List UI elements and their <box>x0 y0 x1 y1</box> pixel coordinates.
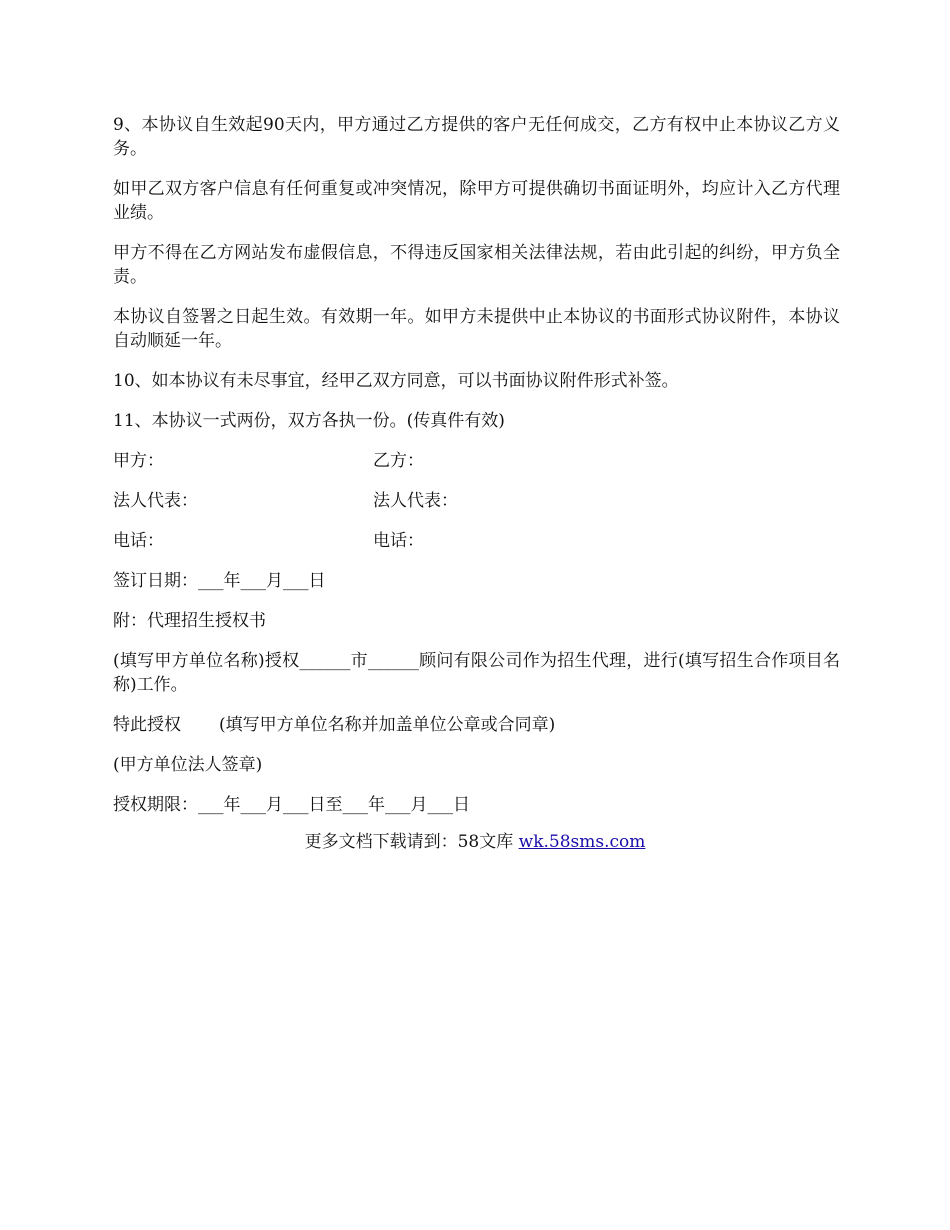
clause-false-info: 甲方不得在乙方网站发布虚假信息，不得违反国家相关法律法规，若由此引起的纠纷，甲方负全责。 <box>113 243 840 287</box>
hereby-label: 特此授权 <box>113 715 181 735</box>
footer-link[interactable]: wk.58sms.com <box>518 832 646 852</box>
clause-9: 9、本协议自生效起90天内，甲方通过乙方提供的客户无任何成交，乙方有权中止本协议乙方义务。 <box>113 115 840 159</box>
clause-effective: 本协议自签署之日起生效。有效期一年。如甲方未提供中止本协议的书面形式协议附件，本协议自动顺延一年。 <box>113 307 840 351</box>
rep-b-label: 法人代表： <box>373 491 458 511</box>
phone-a-label: 电话： <box>113 531 164 551</box>
appendix-title: 附：代理招生授权书 <box>113 611 266 631</box>
sign-date: 签订日期：___年___月___日 <box>113 571 326 591</box>
party-row <box>113 449 840 473</box>
appendix-body: (填写甲方单位名称)授权______市______顾问有限公司作为招生代理，进行(填写招生合作项目名称)工作。 <box>113 651 840 695</box>
clause-10: 10、如本协议有未尽事宜，经甲乙双方同意，可以书面协议附件形式补签。 <box>113 371 679 391</box>
hereby-authorize <box>113 713 840 737</box>
party-a-label: 甲方： <box>113 451 164 471</box>
clause-conflict: 如甲乙双方客户信息有任何重复或冲突情况，除甲方可提供确切书面证明外，均应计入乙方代理业绩。 <box>113 179 840 223</box>
hereby-note: (填写甲方单位名称并加盖单位公章或合同章) <box>219 715 556 735</box>
document-body <box>113 113 840 833</box>
representative-row <box>113 489 840 513</box>
party-b-label: 乙方： <box>373 451 424 471</box>
rep-a-label: 法人代表： <box>113 491 198 511</box>
authorization-period: 授权期限：___年___月___日至___年___月___日 <box>113 795 470 815</box>
phone-b-label: 电话： <box>373 531 424 551</box>
clause-11: 11、本协议一式两份，双方各执一份。(传真件有效) <box>113 411 505 431</box>
phone-row <box>113 529 840 553</box>
legal-seal: (甲方单位法人签章) <box>113 755 263 775</box>
footer-prefix: 更多文档下载请到：58文库 <box>304 832 514 852</box>
download-footer <box>0 830 950 854</box>
